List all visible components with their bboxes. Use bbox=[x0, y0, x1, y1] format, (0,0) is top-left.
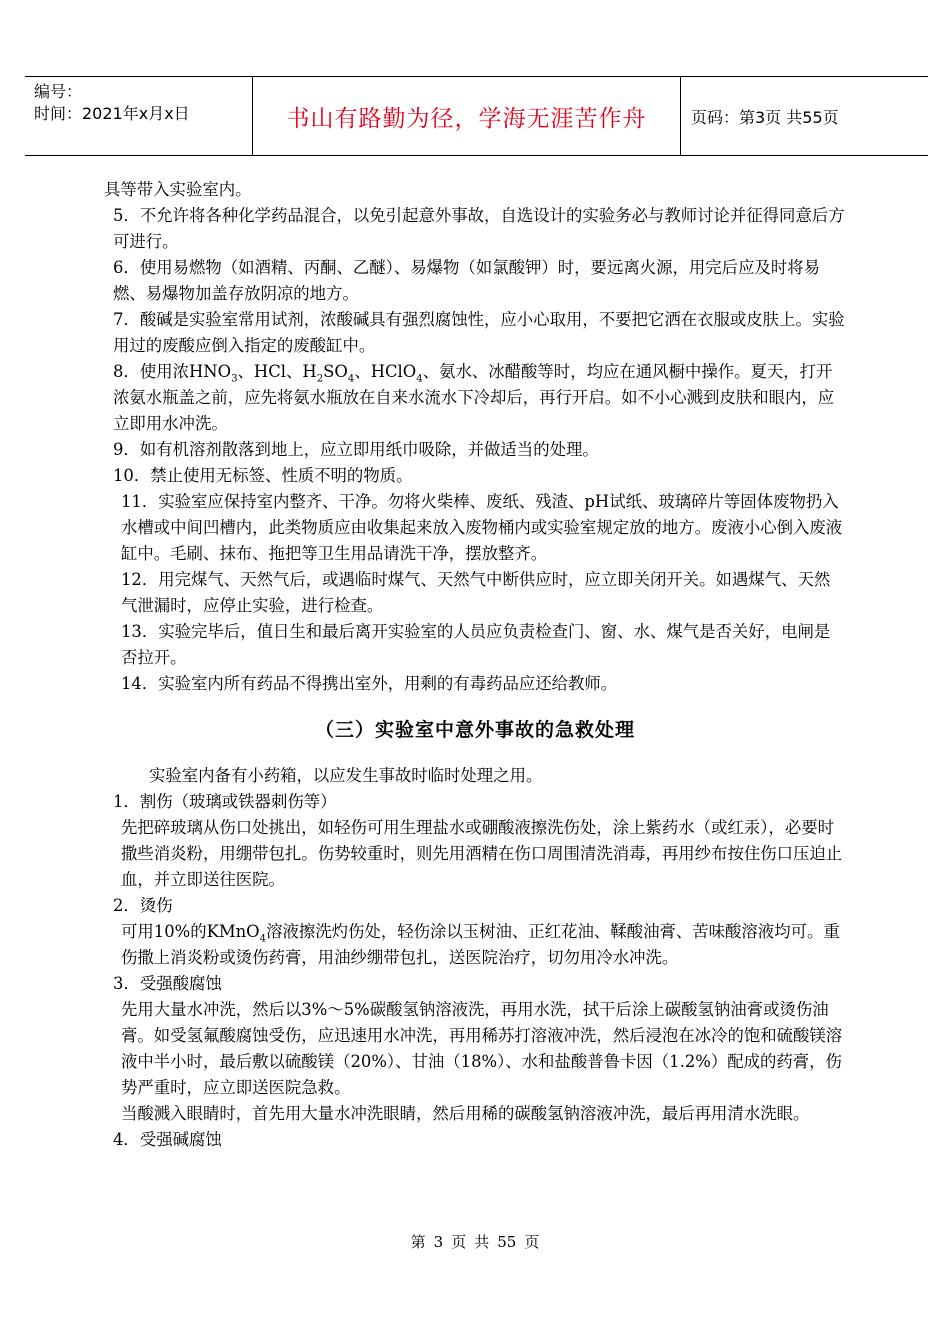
rule-10: 10．禁止使用无标签、性质不明的物质。 bbox=[113, 466, 413, 485]
subheading-cut: 1．割伤（玻璃或铁器刺伤等） bbox=[113, 792, 337, 811]
rule-7: 7．酸碱是实验室常用试剂，浓酸碱具有强烈腐蚀性，应小心取用，不要把它洒在衣服或皮肤上。实验用过的废酸应倒入指定的废酸缸中。 bbox=[113, 310, 845, 355]
document-number-label: 编号： bbox=[34, 82, 83, 101]
paragraph: 具等带入实验室内。 bbox=[104, 180, 252, 199]
page-header bbox=[25, 76, 928, 156]
header-page-cell bbox=[681, 77, 928, 155]
paragraph-burn: 可用10%的KMnO$_4$溶液擦洗灼伤处，轻伤涂以玉树油、正红花油、鞣酸油膏、苦味酸溶液均可。重伤撒上消炎粉或烫伤药膏，用油纱绷带包扎，送医院治疗，切勿用冷水冲洗。 bbox=[121, 922, 840, 967]
page-footer: 第 3 页 共 55 页 bbox=[410, 1233, 540, 1251]
rule-5: 5．不允许将各种化学药品混合，以免引起意外事故，自选设计的实验务必与教师讨论并征得同意后方可进行。 bbox=[113, 206, 845, 251]
rule-11: 11．实验室应保持室内整齐、干净。勿将火柴棒、废纸、残渣、pH试纸、玻璃碎片等固体废物扔入水槽或中间凹槽内，此类物质应由收集起来放入废物桶内或实验室规定放的地方。废液小心倒入废液缸中。毛刷、抹布、拖把等卫生用品请洗干净，摆放整齐。 bbox=[121, 492, 843, 563]
paragraph-cut: 先把碎玻璃从伤口处挑出，如轻伤可用生理盐水或硼酸液擦洗伤处，涂上紫药水（或红汞），必要时撒些消炎粉，用绷带包扎。伤势较重时，则先用酒精在伤口周围清洗消毒，再用纱布按住伤口压迫止血，并立即送往医院。 bbox=[121, 818, 843, 889]
intro-paragraph: 实验室内备有小药箱，以应发生事故时临时处理之用。 bbox=[149, 766, 543, 785]
rule-12: 12．用完煤气、天然气后，或遇临时煤气、天然气中断供应时，应立即关闭开关。如遇煤气、天然气泄漏时，应停止实验，进行检查。 bbox=[121, 570, 831, 615]
header-meta bbox=[25, 77, 253, 155]
footer-page: 3 bbox=[433, 1233, 444, 1251]
rule-8: 8．使用浓$HNO_3$、HCl、$H_2SO_4$、HClO$_4$、氨水、冰醋酸等时，均应在通风橱中操作。夏天，打开浓氨水瓶盖之前，应先将氨水瓶放在自来水流水下冷却后，再行开启。如不小心溅到皮肤和眼内，应立即用水冲洗。 bbox=[113, 362, 835, 433]
subheading-alkali: 4．受强碱腐蚀 bbox=[113, 1130, 222, 1149]
paragraph-acid-eye: 当酸溅入眼睛时，首先用大量水冲洗眼睛，然后用稀的碳酸氢钠溶液冲洗，最后再用清水洗眼。 bbox=[121, 1104, 810, 1123]
rule-9: 9．如有机溶剂散落到地上，应立即用纸巾吸除，并做适当的处理。 bbox=[113, 440, 599, 459]
rule-14: 14．实验室内所有药品不得携出室外，用剩的有毒药品应还给教师。 bbox=[121, 674, 618, 693]
subheading-acid: 3．受强酸腐蚀 bbox=[113, 974, 222, 993]
subheading-burn: 2．烫伤 bbox=[113, 896, 173, 915]
header-motto-cell bbox=[253, 77, 681, 155]
document-body bbox=[104, 177, 846, 1153]
rule-6: 6．使用易燃物（如酒精、丙酮、乙醚）、易爆物（如氯酸钾）时，要远离火源，用完后应及时将易燃、易爆物加盖存放阴凉的地方。 bbox=[113, 258, 821, 303]
document-time: 时间：2021年x月x日 bbox=[34, 104, 190, 123]
footer-total: 55 bbox=[497, 1233, 517, 1251]
header-motto: 书山有路勤为径，学海无涯苦作舟 bbox=[286, 105, 647, 132]
header-page-number: 页码：第3页 共55页 bbox=[691, 107, 839, 127]
paragraph-acid: 先用大量水冲洗，然后以3%～5%碳酸氢钠溶液洗，再用水洗，拭干后涂上碳酸氢钠油膏或烫伤油膏。如受氢氟酸腐蚀受伤，应迅速用水冲洗，再用稀苏打溶液冲洗，然后浸泡在冰冷的饱和硫酸镁溶液中半小时，最后敷以硫酸镁（20%）、甘油（18%）、水和盐酸普鲁卡因（1.2%）配成的药膏，伤势严重时，应立即送医院急救。 bbox=[121, 1000, 843, 1097]
rule-13: 13．实验完毕后，值日生和最后离开实验室的人员应负责检查门、窗、水、煤气是否关好，电闸是否拉开。 bbox=[121, 622, 831, 667]
section-heading: （三）实验室中意外事故的急救处理 bbox=[314, 719, 635, 741]
